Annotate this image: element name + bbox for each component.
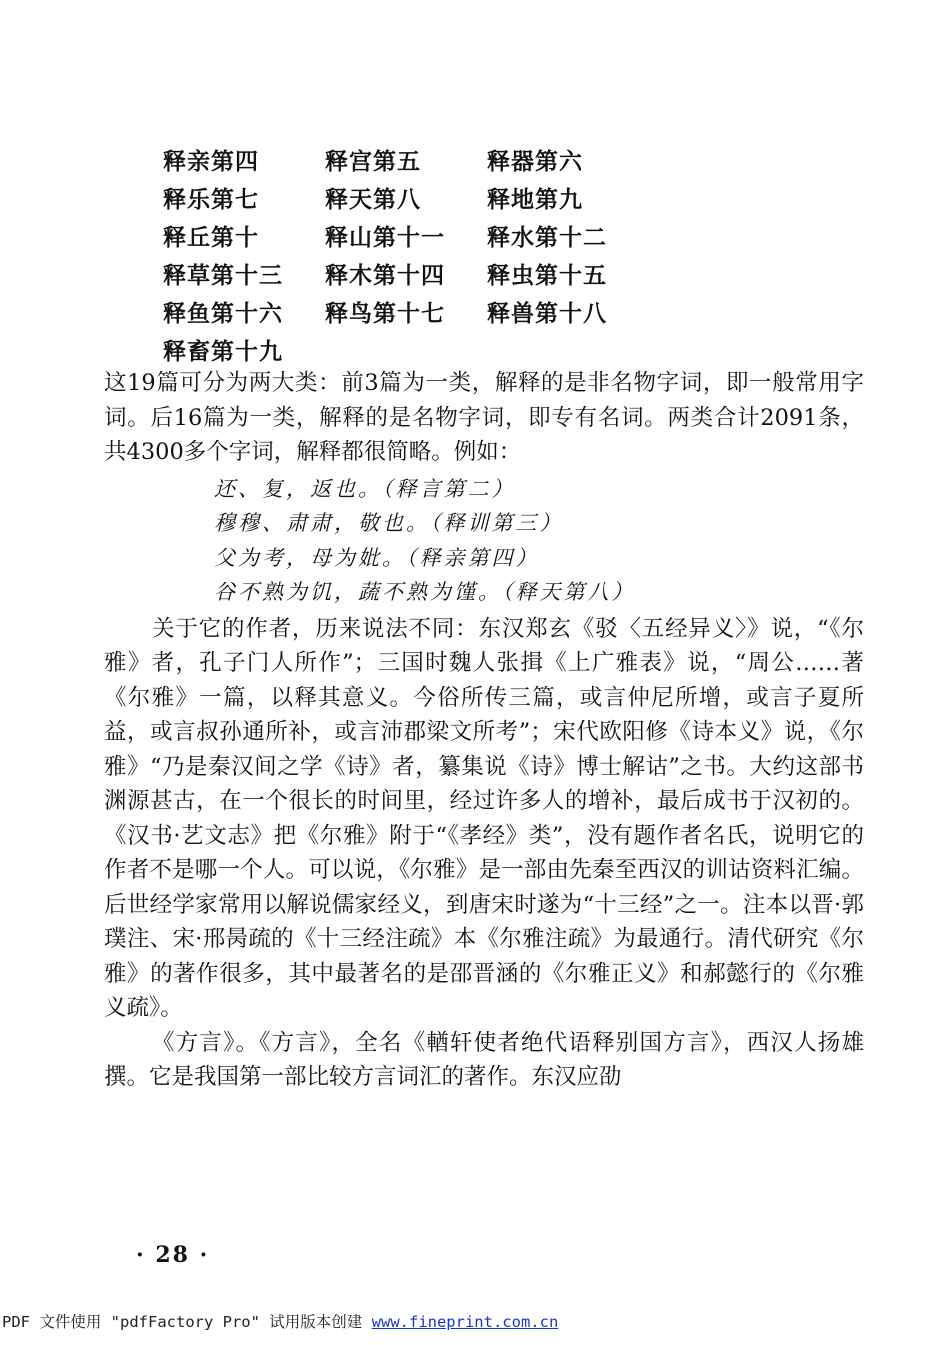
chapter-item: 释兽第十八 [487, 299, 607, 327]
chapter-item: 释木第十四 [325, 261, 445, 289]
chapter-item: 释虫第十五 [487, 261, 607, 289]
chapter-item: 释天第八 [325, 185, 421, 213]
example-line: 穆穆、肃肃，敬也。（释训第三） [214, 511, 564, 535]
chapter-item: 释草第十三 [163, 261, 283, 289]
chapter-item: 释乐第七 [163, 185, 259, 213]
chapter-row [163, 178, 649, 216]
chapter-row [163, 254, 649, 292]
chapter-item: 释器第六 [487, 147, 583, 175]
example-line: 谷不熟为饥，蔬不熟为馑。（释天第八） [214, 580, 636, 604]
chapter-row [163, 330, 649, 368]
chapter-list [163, 140, 649, 368]
chapter-item: 释鸟第十七 [325, 299, 445, 327]
chapter-item: 释鱼第十六 [163, 299, 283, 327]
chapter-item: 释亲第四 [163, 147, 259, 175]
chapter-item: 释畜第十九 [163, 337, 283, 365]
example-line: 父为考，母为妣。（释亲第四） [214, 545, 540, 570]
example-list [104, 472, 864, 610]
chapter-item: 释山第十一 [325, 223, 445, 251]
paragraph-authorship: 关于它的作者，历来说法不同：东汉郑玄《驳〈五经异义〉》说，“《尔雅》者，孔子门人所作”；三国时魏人张揖《上广雅表》说，“周公……著《尔雅》一篇，以释其意义。今俗所传三篇，或言仲尼所增，或言子夏所益，或言叔孙通所补，或言沛郡梁文所考”；宋代欧阳修《诗本义》说，《尔雅》“乃是秦汉间之学《诗》者，纂集说《诗》博士解诂”之书。大约这部书渊源甚古，在一个很长的时间里，经过许多人的增补，最后成书于汉初的。《汉书·艺文志》把《尔雅》附于“《孝经》类”，没有题作者名氏，说明它的作者不是哪一个人。可以说，《尔雅》是一部由先秦至西汉的训诂资料汇编。后世经学家常用以解说儒家经义，到唐宋时遂为“十三经”之一。注本以晋·郭璞注、宋·邢昺疏的《十三经注疏》本《尔雅注疏》为最通行。清代研究《尔雅》的著作很多，其中最著名的是邵晋涵的《尔雅正义》和郝懿行的《尔雅义疏》。 [104, 615, 864, 1021]
chapter-item: 释丘第十 [163, 223, 259, 251]
chapter-item: 释水第十二 [487, 223, 607, 251]
chapter-row [163, 140, 649, 178]
chapter-item: 释宫第五 [325, 147, 421, 175]
footer-link[interactable]: www.fineprint.com.cn [371, 1313, 559, 1331]
footer-text: PDF 文件使用 "pdfFactory Pro" 试用版本创建 [2, 1313, 363, 1331]
paragraph-fangyan: 《方言》。《方言》，全名《輶轩使者绝代语释别国方言》，西汉人扬雄撰。它是我国第一部比较方言词汇的著作。东汉应劭 [104, 1029, 864, 1090]
chapter-row [163, 292, 649, 330]
body-text [104, 366, 864, 1095]
pdf-footer [0, 1310, 952, 1332]
example-line: 还、复，返也。（释言第二） [214, 476, 516, 501]
paragraph-categories: 这19篇可分为两大类：前3篇为一类，解释的是非名物字词，即一般常用字词。后16篇为一类，解释的是名物字词，即专有名词。两类合计2091条，共4300多个字词，解释都很简略。例如： [104, 370, 864, 465]
chapter-item: 释地第九 [487, 185, 583, 213]
chapter-row [163, 216, 649, 254]
page-number: · 28 · [136, 1242, 210, 1268]
